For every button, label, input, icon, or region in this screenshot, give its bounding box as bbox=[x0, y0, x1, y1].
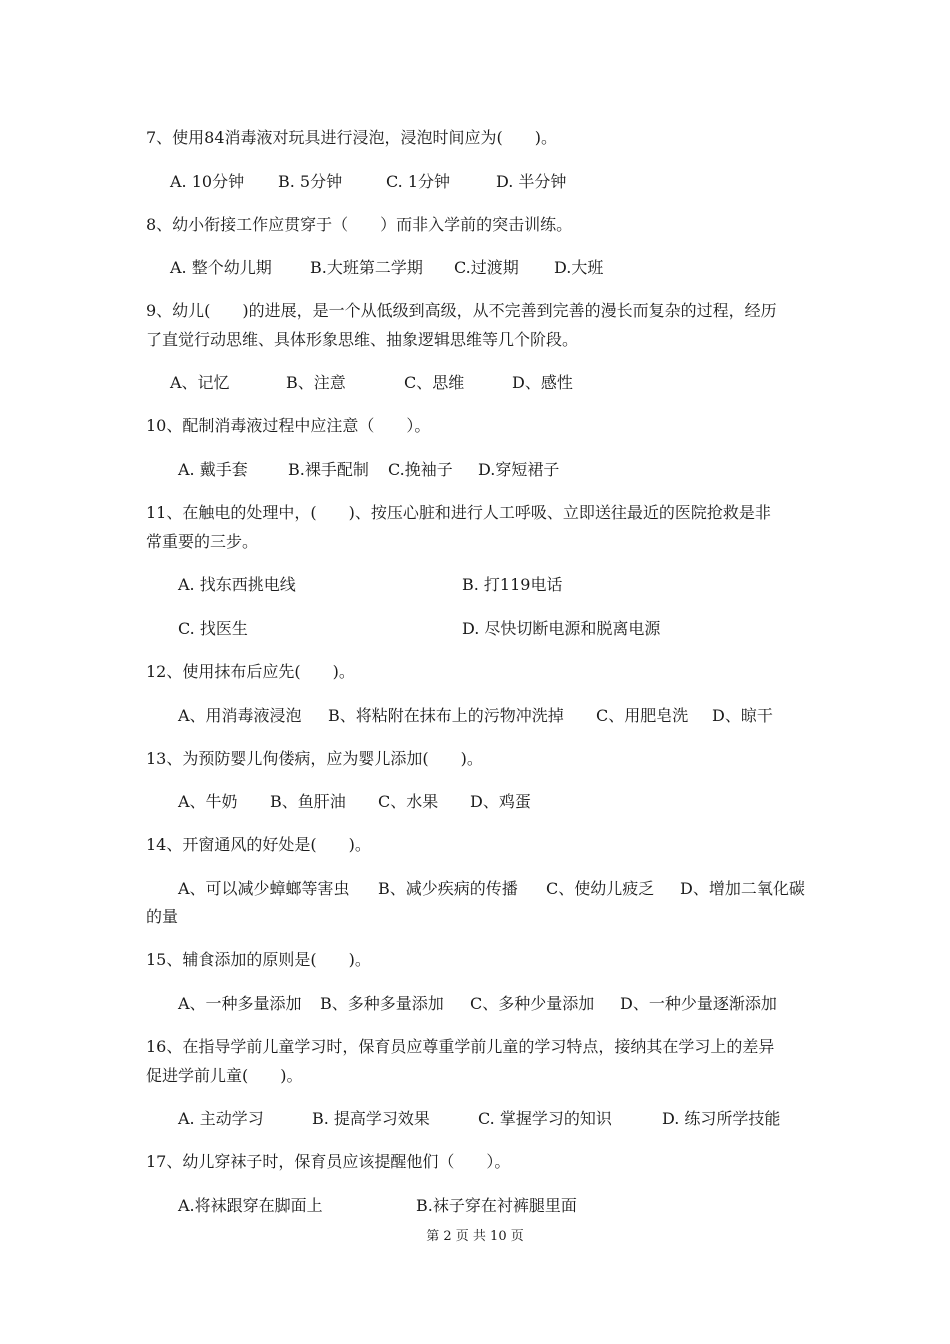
question-10-option-b: B.裸手配制 bbox=[288, 460, 369, 479]
question-8-option-a: A. 整个幼儿期 bbox=[170, 258, 272, 277]
question-13-option-d: D、鸡蛋 bbox=[470, 792, 531, 811]
question-8-option-c: C.过渡期 bbox=[454, 258, 519, 277]
question-13-option-a: A、牛奶 bbox=[178, 792, 238, 811]
question-12-option-b: B、将粘附在抹布上的污物冲洗掉 bbox=[328, 706, 564, 725]
question-10-option-d: D.穿短裙子 bbox=[478, 460, 560, 479]
question-16-option-d: D. 练习所学技能 bbox=[662, 1109, 781, 1128]
question-8-stem: 8、幼小衔接工作应贯穿于（ ）而非入学前的突击训练。 bbox=[146, 215, 573, 234]
question-9-option-d: D、感性 bbox=[512, 373, 573, 392]
question-12-option-c: C、用肥皂洗 bbox=[596, 706, 689, 725]
question-7-option-b: B. 5分钟 bbox=[278, 172, 343, 191]
question-15-option-c: C、多种少量添加 bbox=[470, 994, 595, 1013]
question-9-stem-line-1: 9、幼儿( )的进展，是一个从低级到高级，从不完善到完善的漫长而复杂的过程，经历 bbox=[146, 301, 777, 320]
question-16-option-b: B. 提高学习效果 bbox=[312, 1109, 430, 1128]
question-11-option-b: B. 打119电话 bbox=[462, 575, 563, 594]
question-15-option-d: D、一种少量逐渐添加 bbox=[620, 994, 777, 1013]
question-12-option-a: A、用消毒液浸泡 bbox=[178, 706, 302, 725]
question-14-option-d: D、增加二氧化碳 bbox=[680, 879, 805, 898]
question-7-option-a: A. 10分钟 bbox=[170, 172, 245, 191]
question-17-option-a: A.将袜跟穿在脚面上 bbox=[178, 1196, 323, 1215]
question-15-option-a: A、一种多量添加 bbox=[178, 994, 302, 1013]
question-16-stem-line-1: 16、在指导学前儿童学习时，保育员应尊重学前儿童的学习特点，接纳其在学习上的差异 bbox=[146, 1037, 775, 1056]
question-16-option-a: A. 主动学习 bbox=[178, 1109, 264, 1128]
question-10-option-a: A. 戴手套 bbox=[178, 460, 248, 479]
question-13-option-c: C、水果 bbox=[378, 792, 439, 811]
question-9-option-c: C、思维 bbox=[404, 373, 465, 392]
question-9-option-b: B、注意 bbox=[286, 373, 346, 392]
question-15-option-b: B、多种多量添加 bbox=[320, 994, 444, 1013]
question-14-option-a: A、可以减少蟑螂等害虫 bbox=[178, 879, 350, 898]
question-7-option-c: C. 1分钟 bbox=[386, 172, 451, 191]
question-8-option-b: B.大班第二学期 bbox=[310, 258, 423, 277]
question-16-option-c: C. 掌握学习的知识 bbox=[478, 1109, 612, 1128]
question-7-option-d: D. 半分钟 bbox=[496, 172, 567, 191]
question-11-option-a: A. 找东西挑电线 bbox=[178, 575, 296, 594]
question-17-stem: 17、幼儿穿袜子时，保育员应该提醒他们（ ）。 bbox=[146, 1152, 511, 1171]
question-17-option-b: B.袜子穿在衬裤腿里面 bbox=[416, 1196, 577, 1215]
question-14-stem: 14、开窗通风的好处是( )。 bbox=[146, 835, 371, 854]
question-15-stem: 15、辅食添加的原则是( )。 bbox=[146, 950, 371, 969]
question-14-option-d-continuation: 的量 bbox=[146, 907, 179, 926]
question-8-option-d: D.大班 bbox=[554, 258, 604, 277]
question-14-option-c: C、使幼儿疲乏 bbox=[546, 879, 655, 898]
question-11-option-d: D. 尽快切断电源和脱离电源 bbox=[462, 619, 661, 638]
question-10-option-c: C.挽袖子 bbox=[388, 460, 453, 479]
question-12-option-d: D、晾干 bbox=[712, 706, 773, 725]
question-11-stem-line-1: 11、在触电的处理中，( )、按压心脏和进行人工呼吸、立即送往最近的医院抢救是非 bbox=[146, 503, 771, 522]
question-14-option-b: B、减少疾病的传播 bbox=[378, 879, 518, 898]
question-16-stem-line-2: 促进学前儿童( )。 bbox=[146, 1066, 303, 1085]
question-9-option-a: A、记忆 bbox=[170, 373, 230, 392]
question-9-stem-line-2: 了直觉行动思维、具体形象思维、抽象逻辑思维等几个阶段。 bbox=[146, 330, 579, 349]
page-number-footer: 第 2 页 共 10 页 bbox=[426, 1229, 524, 1244]
question-10-stem: 10、配制消毒液过程中应注意（ ）。 bbox=[146, 416, 431, 435]
question-12-stem: 12、使用抹布后应先( )。 bbox=[146, 662, 355, 681]
question-11-stem-line-2: 常重要的三步。 bbox=[146, 532, 259, 551]
question-13-stem: 13、为预防婴儿佝偻病，应为婴儿添加( )。 bbox=[146, 749, 483, 768]
question-11-option-c: C. 找医生 bbox=[178, 619, 248, 638]
question-7-stem: 7、使用84消毒液对玩具进行浸泡，浸泡时间应为( )。 bbox=[146, 128, 558, 147]
question-13-option-b: B、鱼肝油 bbox=[270, 792, 346, 811]
